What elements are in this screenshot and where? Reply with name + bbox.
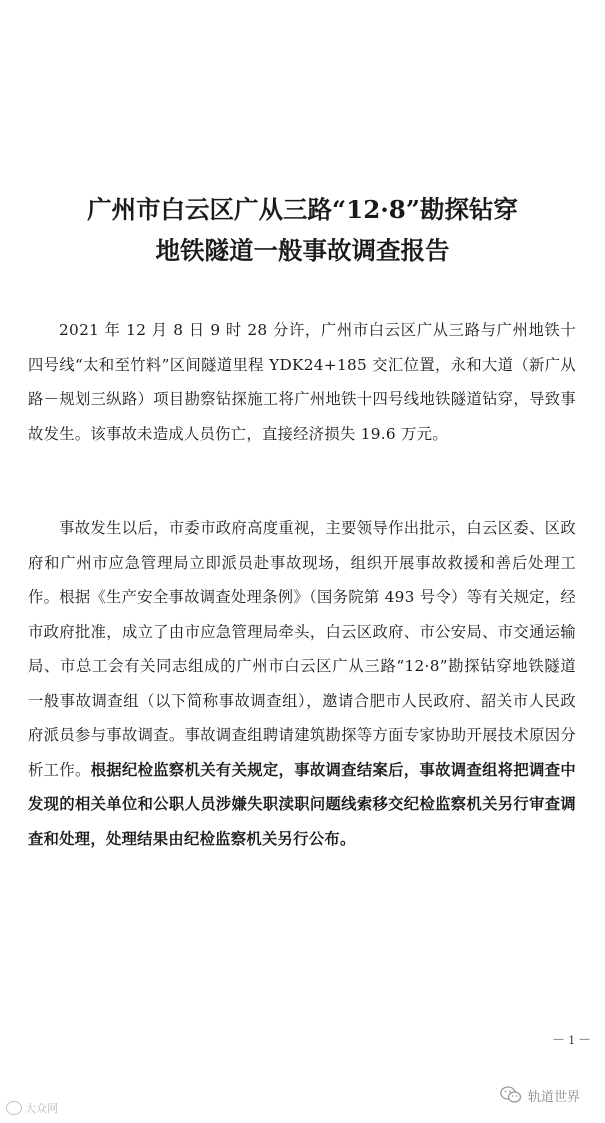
report-title-line-1: 广州市白云区广从三路“12·8”勘探钻穿 — [87, 195, 518, 224]
paragraph-1-text: 2021 年 12 月 8 日 9 时 28 分许，广州市白云区广从三路与广州地铁十四号线“太和至竹料”区间隧道里程 YDK24+185 交汇位置，永和大道（新广从路－规划三纵路）项目勘察钻探施工将广州地铁十四号线地铁隧道钻穿，导致事故发生。该事故未造成人员伤亡，直接经济损失 19.6 万元。 — [28, 321, 576, 443]
page-number: － 1 － — [552, 1032, 592, 1047]
watermark-left-text: 大众网 — [25, 1102, 58, 1115]
paragraph-2-text: 事故发生以后，市委市政府高度重视，主要领导作出批示，白云区委、区政府和广州市应急管理局立即派员赴事故现场，组织开展事故救援和善后处理工作。根据《生产安全事故调查处理条例》（国务院第 493 号令）等有关规定，经市政府批准，成立了由市应急管理局牵头，白云区政府、市公安局、市交通运输局、市总工会有关同志组成的广州市白云区广从三路“12·8”勘探钻穿地铁隧道一般事故调查组（以下简称事故调查组），邀请合肥市人民政府、韶关市人民政府派员参与事故调查。事故调查组聘请建筑勘探等方面专家协助开展技术原因分析工作。 — [28, 519, 576, 779]
logo-icon — [6, 1101, 22, 1115]
report-title-line-2: 地铁隧道一般事故调查报告 — [155, 236, 450, 265]
paragraph-2-bold-text: 根据纪检监察机关有关规定，事故调查结案后，事故调查组将把调查中发现的相关单位和公职人员涉嫌失职渎职问题线索移交纪检监察机关另行审查调查和处理，处理结果由纪检监察机关另行公布。 — [28, 760, 576, 848]
paragraph-2 — [28, 511, 576, 856]
paragraph-1 — [28, 313, 576, 451]
watermark-right — [500, 1083, 580, 1107]
watermark-right-text: 轨道世界 — [528, 1089, 581, 1105]
watermark-left — [6, 1098, 58, 1118]
wechat-icon — [500, 1086, 522, 1104]
